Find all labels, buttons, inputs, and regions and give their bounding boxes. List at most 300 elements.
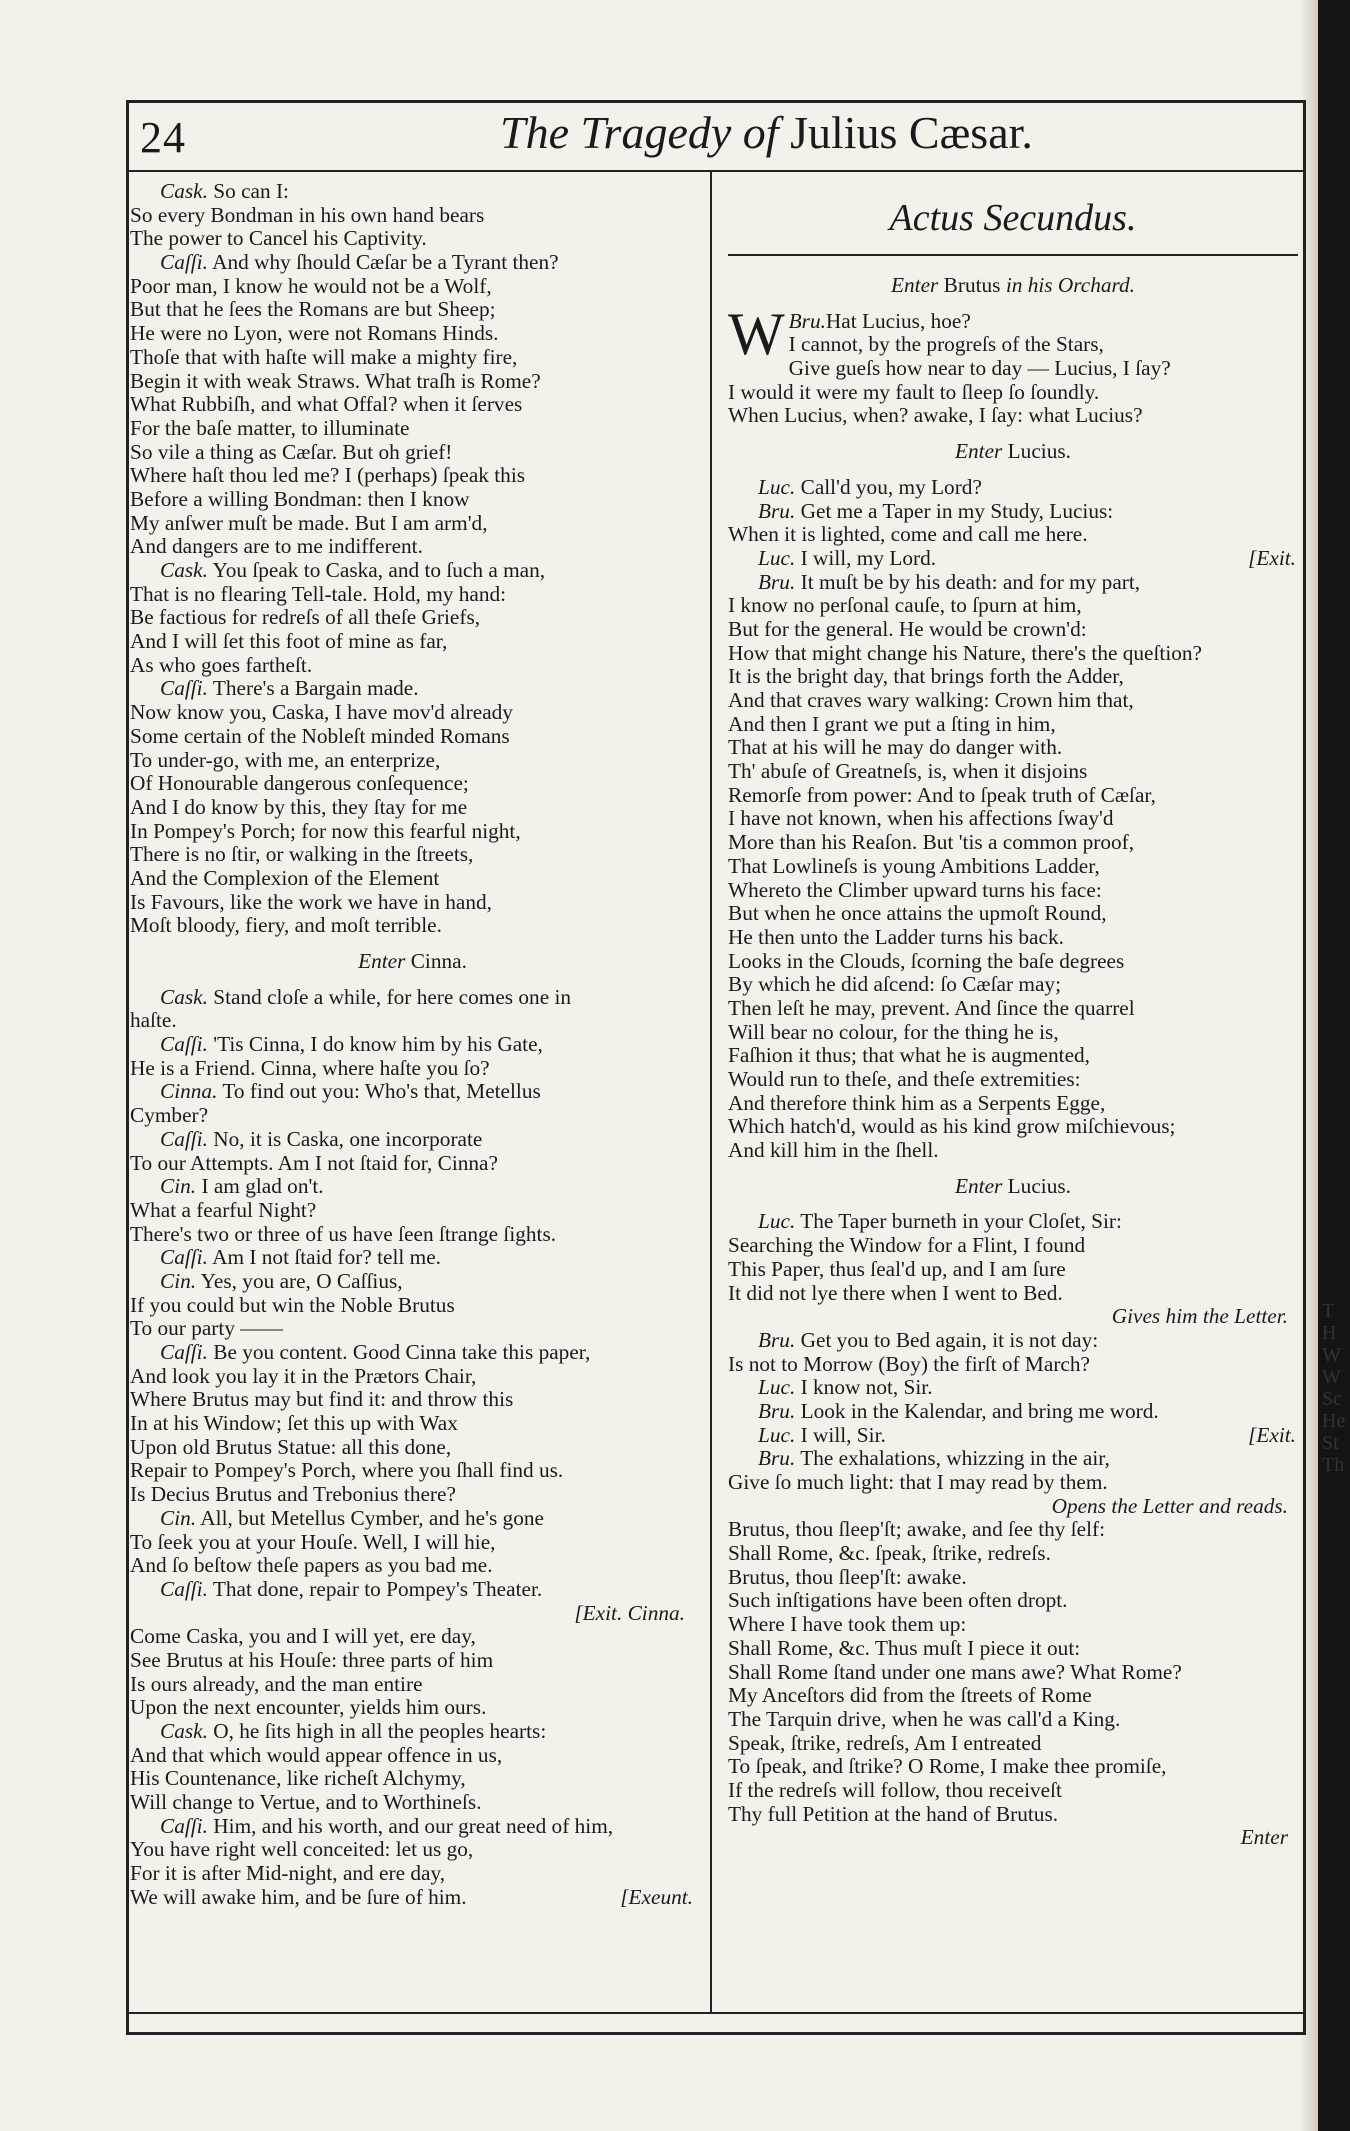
verse-text: I will, Sir.: [800, 1422, 886, 1447]
verse-text: And ſo beſtow theſe papers as you bad me.: [130, 1553, 493, 1578]
next-page-fragment: St: [1322, 1432, 1339, 1454]
verse-line: [728, 1282, 1298, 1306]
speech-line: [728, 571, 1298, 595]
verse-text: To under-go, with me, an enterprize,: [130, 747, 441, 772]
act-rule: [728, 254, 1298, 256]
verse-line: [728, 1021, 1298, 1045]
verse-line: [728, 618, 1298, 642]
verse-line: [130, 1104, 695, 1128]
speaker-name: Cin.: [160, 1174, 197, 1199]
verse-line: [130, 749, 695, 773]
verse-line: [728, 807, 1298, 831]
verse-line: [728, 784, 1298, 808]
verse-text: That Lowlineſs is young Ambitions Ladder,: [728, 853, 1100, 878]
verse-line: [728, 1115, 1298, 1139]
verse-line: [130, 275, 695, 299]
verse-text: This Paper, thus ſeal'd up, and I am ſure: [728, 1256, 1066, 1281]
verse-line: [728, 997, 1298, 1021]
stage-direction: [130, 950, 695, 974]
verse-text: When it is lighted, come and call me here.: [728, 522, 1088, 547]
verse-line: [728, 1684, 1298, 1708]
verse-text: And I do know by this, they ſtay for me: [130, 794, 468, 819]
verse-text: Now know you, Caska, I have mov'd already: [130, 700, 513, 725]
speaker-name: Bru.: [758, 1327, 796, 1352]
verse-text: Where I have took them up:: [728, 1612, 967, 1637]
next-page-fragment: W: [1322, 1366, 1341, 1388]
act-title: Actus Secundus.: [889, 197, 1137, 239]
verse-line: [728, 1589, 1298, 1613]
verse-line: [130, 1388, 695, 1412]
verse-text: And then I grant we put a ſting in him,: [728, 711, 1056, 736]
verse-line: [130, 204, 695, 228]
verse-text: For the baſe matter, to illuminate: [130, 415, 410, 440]
verse-text: And kill him in the ſhell.: [728, 1138, 939, 1163]
verse-line: [130, 1317, 695, 1341]
verse-line: [728, 1613, 1298, 1637]
verse-text: So can I:: [213, 179, 289, 203]
speaker-name: Cinna.: [160, 1079, 218, 1104]
verse-text: And I will ſet this foot of mine as far,: [130, 629, 448, 654]
verse-text: So vile a thing as Cæſar. But oh grief!: [130, 439, 453, 464]
verse-text: Give gueſs how near to day — Lucius, I ſay?: [788, 356, 1171, 381]
verse-line: [728, 855, 1298, 879]
verse-line: [728, 1637, 1298, 1661]
verse-line: [130, 1649, 695, 1673]
verse-text: I know not, Sir.: [800, 1375, 933, 1400]
verse-text: Yes, you are, O Caſſius,: [200, 1268, 403, 1293]
speech-line: [130, 1128, 695, 1152]
speaker-name: Caſſi.: [160, 1245, 208, 1270]
verse-text: It muſt be by his death: and for my part,: [800, 569, 1141, 594]
speaker-name: Cin.: [160, 1268, 197, 1293]
verse-line: [130, 227, 695, 251]
verse-line: [728, 831, 1298, 855]
speech-line: [728, 1329, 1298, 1353]
verse-line: [130, 1009, 695, 1033]
verse-text: In Pompey's Porch; for now this fearful night,: [130, 818, 521, 843]
verse-line: [728, 333, 1298, 357]
speech-line: [130, 1507, 695, 1531]
verse-text: Brutus, thou ſleep'ſt; awake, and ſee thy ſelf:: [728, 1517, 1106, 1542]
verse-text: We will awake him, and be ſure of him.: [130, 1884, 467, 1909]
running-head: [500, 106, 1033, 159]
verse-text: Moſt bloody, fiery, and moſt terrible.: [130, 913, 442, 938]
stage-direction: [728, 440, 1298, 464]
character-name: Brutus: [943, 273, 1001, 297]
verse-text: In at his Window; ſet this up with Wax: [130, 1411, 458, 1436]
verse-text: Of Honourable dangerous conſequence;: [130, 771, 469, 796]
exit-direction: [Exit.: [1248, 1422, 1296, 1447]
verse-line: [130, 512, 695, 536]
verse-text: What a fearful Night?: [130, 1197, 317, 1222]
verse-line: [728, 357, 1298, 381]
stage-direction-right: Gives him the Letter.: [1111, 1304, 1288, 1329]
verse-text: Looks in the Clouds, ſcorning the baſe degrees: [728, 948, 1125, 973]
speaker-name: Cask.: [160, 1719, 208, 1743]
verse-line: [130, 654, 695, 678]
verse-text: Would run to theſe, and theſe extremities:: [728, 1067, 1081, 1091]
character-name: Cinna.: [410, 949, 467, 973]
verse-text: The power to Cancel his Captivity.: [130, 226, 427, 251]
verse-line: [130, 1436, 695, 1460]
verse-text: Then leſt he may, prevent. And ſince the quarrel: [728, 995, 1135, 1020]
column-divider: [710, 172, 712, 2012]
verse-line: [728, 1353, 1298, 1377]
verse-text: Remorſe from power: And to ſpeak truth of Cæſar,: [728, 782, 1156, 807]
verse-text: My anſwer muſt be made. But I am arm'd,: [130, 510, 488, 535]
verse-line: [130, 772, 695, 796]
stage-lead: Enter: [891, 273, 939, 297]
speaker-name: Bru.: [758, 569, 796, 594]
verse-text: Which hatch'd, would as his kind grow miſchievous;: [728, 1114, 1176, 1139]
verse-line: [728, 1518, 1298, 1542]
verse-line: [728, 381, 1298, 405]
verse-text: O, he ſits high in all the peoples hearts:: [213, 1719, 547, 1743]
speech-line: [130, 1033, 695, 1057]
next-page-fragment: He: [1322, 1410, 1346, 1432]
verse-line: [130, 1862, 695, 1886]
verse-text: Faſhion it thus; that what he is augmented,: [728, 1043, 1090, 1068]
speaker-name: Caſſi.: [160, 1126, 208, 1151]
character-name: Lucius.: [1007, 439, 1071, 464]
verse-text: Is not to Morrow (Boy) the firſt of March?: [728, 1351, 1090, 1376]
verse-line: [728, 1471, 1298, 1495]
verse-line: [728, 594, 1298, 618]
stage-direction: [728, 274, 1298, 298]
verse-text: Thoſe that with haſte will make a mighty fire,: [130, 344, 518, 369]
verse-line: [130, 914, 695, 938]
verse-line: [130, 1199, 695, 1223]
speech-line: [130, 1246, 695, 1270]
verse-text: If you could but win the Noble Brutus: [130, 1292, 455, 1317]
right-column: [728, 180, 1298, 1850]
verse-line: [130, 867, 695, 891]
stage-tail: in his Orchard.: [1005, 273, 1135, 297]
speech-line: [130, 180, 695, 204]
speaker-name: Bru.: [758, 1398, 796, 1423]
verse-text: Will change to Vertue, and to Worthineſs.: [130, 1790, 482, 1815]
verse-text: To ſpeak, and ſtrike? O Rome, I make thee promiſe,: [728, 1754, 1167, 1779]
verse-text: I cannot, by the progreſs of the Stars,: [788, 332, 1104, 357]
verse-line: [130, 1483, 695, 1507]
speech-line: [130, 1175, 695, 1199]
verse-text: I know no perſonal cauſe, to ſpurn at him,: [728, 593, 1082, 618]
verse-text: And therefore think him as a Serpents Egge,: [728, 1090, 1106, 1115]
verse-text: He then unto the Ladder turns his back.: [728, 924, 1064, 949]
verse-line: [130, 1791, 695, 1815]
verse-line: [130, 1531, 695, 1555]
verse-text: My Anceſtors did from the ſtreets of Rome: [728, 1683, 1092, 1708]
verse-line: [130, 488, 695, 512]
verse-line: [728, 1803, 1298, 1827]
verse-line: [728, 1732, 1298, 1756]
verse-text: Be factious for redreſs of all theſe Griefs,: [130, 605, 481, 630]
verse-text: You ſpeak to Caska, and to ſuch a man,: [212, 558, 546, 582]
verse-line: [130, 322, 695, 346]
verse-line: [728, 642, 1298, 666]
speech-line: [130, 986, 695, 1010]
verse-line: [130, 606, 695, 630]
verse-line: [728, 1566, 1298, 1590]
verse-line: [130, 1696, 695, 1720]
verse-text: The Taper burneth in your Cloſet, Sir:: [800, 1209, 1122, 1234]
verse-line: [130, 1294, 695, 1318]
verse-text: Begin it with weak Straws. What traſh is Rome?: [130, 368, 541, 393]
verse-text: The Tarquin drive, when he was call'd a King.: [728, 1706, 1121, 1731]
verse-text: Repair to Pompey's Porch, where you ſhall find us.: [130, 1458, 564, 1483]
verse-line: [728, 950, 1298, 974]
verse-text: More than his Reaſon. But 'tis a common proof,: [728, 830, 1135, 855]
verse-text: You have right well conceited: let us go,: [130, 1837, 474, 1862]
speech-line: [130, 251, 695, 275]
exit-direction: [Exeunt.: [620, 1884, 693, 1909]
page-number: 24: [140, 113, 186, 162]
verse-text: His Countenance, like richeſt Alchymy,: [130, 1766, 466, 1791]
verse-text: Cymber?: [130, 1103, 209, 1128]
verse-text: That at his will he may do danger with.: [728, 735, 1063, 760]
verse-text: Such inſtigations have been often dropt.: [728, 1588, 1068, 1613]
speech-line: [728, 1376, 1298, 1400]
verse-line: [130, 1152, 695, 1176]
verse-line: [130, 1886, 695, 1910]
verse-line: [130, 1365, 695, 1389]
speaker-name: Cin.: [160, 1505, 197, 1530]
verse-line: [728, 902, 1298, 926]
next-page-fragment: H: [1322, 1322, 1337, 1344]
verse-line: [130, 891, 695, 915]
verse-text: So every Bondman in his own hand bears: [130, 202, 485, 227]
speaker-name: Bru.: [788, 308, 826, 333]
verse-line: [130, 346, 695, 370]
verse-text: Get me a Taper in my Study, Lucius:: [800, 498, 1114, 523]
verse-line: [130, 464, 695, 488]
verse-text: Am I not ſtaid for? tell me.: [212, 1245, 441, 1270]
verse-line: [728, 665, 1298, 689]
verse-line: [130, 1673, 695, 1697]
verse-line: [130, 417, 695, 441]
speaker-name: Cask.: [160, 179, 208, 203]
verse-text: Him, and his worth, and our great need of him,: [213, 1813, 614, 1838]
speaker-name: Luc.: [758, 1375, 796, 1400]
speech-line: [130, 1720, 695, 1744]
verse-line: [130, 630, 695, 654]
speaker-name: Luc.: [758, 1209, 796, 1234]
verse-text: Shall Rome, &c. Thus muſt I piece it out:: [728, 1635, 1081, 1660]
verse-line: [130, 298, 695, 322]
speech-line: [130, 1080, 695, 1104]
speaker-name: Luc.: [758, 545, 796, 570]
verse-text: There is no ſtir, or walking in the ſtreets,: [130, 842, 474, 867]
speech-line: [130, 1341, 695, 1365]
verse-line: [130, 1412, 695, 1436]
speaker-name: Luc.: [758, 474, 796, 499]
verse-text: Look in the Kalendar, and bring me word.: [800, 1398, 1159, 1423]
verse-line: [728, 689, 1298, 713]
verse-line: [130, 1625, 695, 1649]
verse-text: And dangers are to me indifferent.: [130, 534, 423, 559]
verse-text: Hat Lucius, hoe?: [825, 308, 971, 333]
speech-line: [728, 1400, 1298, 1424]
verse-text: There's a Bargain made.: [212, 676, 419, 701]
verse-text: There's two or three of us have ſeen ſtrange ſights.: [130, 1221, 557, 1246]
speaker-name: Cask.: [160, 558, 208, 582]
verse-text: Shall Rome ſtand under one mans awe? What Rome?: [728, 1659, 1182, 1684]
speech-line: [728, 1210, 1298, 1234]
verse-text: 'Tis Cinna, I do know him by his Gate,: [213, 1032, 543, 1057]
verse-text: Poor man, I know he would not be a Wolf,: [130, 273, 492, 298]
verse-text: For it is after Mid-night, and ere day,: [130, 1861, 446, 1886]
verse-line: [728, 1258, 1298, 1282]
verse-text: The exhalations, whizzing in the air,: [800, 1446, 1110, 1471]
verse-text: He were no Lyon, were not Romans Hinds.: [130, 321, 499, 346]
stage-direction-right: [Exit. Cinna.: [574, 1600, 685, 1625]
next-page-edge: [1322, 1300, 1346, 2000]
verse-line: [130, 1767, 695, 1791]
verse-line: [130, 796, 695, 820]
character-name: Lucius.: [1007, 1173, 1071, 1198]
verse-text: And look you lay it in the Prætors Chair,: [130, 1363, 477, 1388]
verse-line: [130, 1057, 695, 1081]
verse-text: How that might change his Nature, there's the queſtion?: [728, 640, 1203, 665]
verse-text: To find out you: Who's that, Metellus: [222, 1079, 541, 1104]
verse-line: [130, 1223, 695, 1247]
verse-text: All, but Metellus Cymber, and he's gone: [200, 1505, 544, 1530]
verse-line: [130, 701, 695, 725]
verse-line: [728, 404, 1298, 428]
verse-text: As who goes fartheſt.: [130, 652, 313, 677]
verse-text: Thy full Petition at the hand of Brutus.: [728, 1801, 1059, 1826]
verse-line: [130, 843, 695, 867]
verse-line: [728, 736, 1298, 760]
speech-line: [130, 1578, 695, 1602]
verse-text: If the redreſs will follow, thou receiveſt: [728, 1777, 1062, 1802]
verse-text: But that he ſees the Romans are but Sheep;: [130, 297, 496, 322]
verse-text: Is ours already, and the man entire: [130, 1671, 423, 1696]
verse-text: Call'd you, my Lord?: [800, 474, 982, 499]
next-page-fragment: Sc: [1322, 1388, 1342, 1410]
speaker-name: Caſſi.: [160, 1576, 208, 1601]
verse-text: Before a willing Bondman: then I know: [130, 486, 470, 511]
verse-text: He is a Friend. Cinna, where haſte you ſo?: [130, 1055, 490, 1080]
verse-text: Upon old Brutus Statue: all this done,: [130, 1434, 452, 1459]
speech-line: [130, 1270, 695, 1294]
verse-line: [728, 523, 1298, 547]
verse-text: Come Caska, you and I will yet, ere day,: [130, 1624, 476, 1649]
verse-line: [728, 713, 1298, 737]
verse-text: Give ſo much light: that I may read by them.: [728, 1470, 1108, 1494]
verse-line: [130, 393, 695, 417]
verse-text: And that which would appear offence in us,: [130, 1742, 503, 1767]
speech-line: [130, 559, 695, 583]
verse-text: What Rubbiſh, and what Offal? when it ſerves: [130, 392, 523, 417]
verse-text: Some certain of the Nobleſt minded Romans: [130, 723, 510, 748]
verse-text: haſte.: [130, 1008, 177, 1033]
drop-cap: W: [728, 300, 785, 367]
verse-text: Is Favours, like the work we have in hand,: [130, 889, 492, 914]
speech-line: [728, 500, 1298, 524]
next-page-fragment: W: [1322, 1344, 1341, 1366]
speech-line: [728, 1424, 1298, 1448]
verse-text: By which he did aſcend: ſo Cæſar may;: [728, 972, 1061, 997]
speaker-name: Cask.: [160, 984, 208, 1009]
verse-line: [130, 1554, 695, 1578]
verse-text: I would it were my fault to ſleep ſo ſoundly.: [728, 379, 1100, 404]
next-page-fragment: Th: [1322, 1454, 1345, 1476]
verse-text: Be you content. Good Cinna take this paper,: [213, 1340, 591, 1364]
speaker-name: Caſſi.: [160, 250, 208, 275]
verse-text: Whereto the Climber upward turns his face:: [728, 877, 1102, 902]
verse-line: [728, 1779, 1298, 1803]
verse-line: [130, 1838, 695, 1862]
verse-text: See Brutus at his Houſe: three parts of him: [130, 1647, 494, 1672]
verse-line: [728, 926, 1298, 950]
footer-rule: [126, 2012, 1306, 2014]
verse-text: Brutus, thou ſleep'ſt: awake.: [728, 1564, 967, 1589]
verse-text: Will bear no colour, for the thing he is,: [728, 1019, 1059, 1044]
verse-line: [728, 760, 1298, 784]
verse-text: I am glad on't.: [201, 1174, 324, 1199]
verse-text: When Lucius, when? awake, I ſay: what Lucius?: [728, 403, 1143, 428]
catchword: Enter: [1240, 1825, 1288, 1850]
verse-text: I will, my Lord.: [800, 545, 937, 570]
verse-line: [130, 725, 695, 749]
verse-line: [728, 1755, 1298, 1779]
verse-line: [130, 441, 695, 465]
verse-text: Where haſt thou led me? I (perhaps) ſpeak this: [130, 463, 526, 488]
verse-line: [728, 973, 1298, 997]
verse-text: Searching the Window for a Flint, I found: [728, 1233, 1086, 1258]
verse-text: That is no flearing Tell-tale. Hold, my hand:: [130, 581, 507, 606]
stage-lead: Enter: [955, 1173, 1003, 1198]
verse-line: [728, 1139, 1298, 1163]
verse-line: [728, 1708, 1298, 1732]
verse-line: [728, 879, 1298, 903]
verse-text: Shall Rome, &c. ſpeak, ſtrike, redreſs.: [728, 1541, 1051, 1566]
verse-text: And that craves wary walking: Crown him that,: [728, 688, 1134, 712]
next-page-fragment: T: [1322, 1300, 1335, 1322]
verse-line: [130, 820, 695, 844]
speech-line: [130, 1815, 695, 1839]
speaker-name: Caſſi.: [160, 676, 208, 701]
speech-line: [728, 547, 1298, 571]
verse-text: Is Decius Brutus and Trebonius there?: [130, 1482, 456, 1507]
running-head-name: Julius Cæsar.: [790, 107, 1033, 158]
verse-text: Th' abuſe of Greatneſs, is, when it disjoins: [728, 759, 1088, 784]
speaker-name: Luc.: [758, 1422, 796, 1447]
verse-text: To our party ——: [130, 1316, 283, 1341]
verse-text: It did not lye there when I went to Bed.: [728, 1280, 1063, 1305]
verse-line: [130, 370, 695, 394]
verse-text: To ſeek you at your Houſe. Well, I will hie,: [130, 1529, 496, 1554]
verse-line: [728, 1542, 1298, 1566]
stage-direction-right: Opens the Letter and reads.: [1051, 1493, 1288, 1518]
verse-text: To our Attempts. Am I not ſtaid for, Cinna?: [130, 1150, 498, 1175]
verse-line: [130, 1459, 695, 1483]
speech-line: [130, 677, 695, 701]
verse-text: That done, repair to Pompey's Theater.: [212, 1576, 543, 1601]
verse-line: [728, 1661, 1298, 1685]
verse-text: And why ſhould Cæſar be a Tyrant then?: [212, 250, 559, 275]
verse-text: And the Complexion of the Element: [130, 865, 440, 890]
verse-line: [728, 1044, 1298, 1068]
speech-line: [728, 1447, 1298, 1471]
stage-lead: Enter: [358, 949, 406, 973]
verse-text: Where Brutus may but find it: and throw this: [130, 1387, 514, 1412]
verse-line: [728, 1092, 1298, 1116]
running-head-prefix: The Tragedy of: [500, 107, 779, 158]
verse-line: [130, 583, 695, 607]
verse-text: Speak, ſtrike, redreſs, Am I entreated: [728, 1730, 1042, 1755]
